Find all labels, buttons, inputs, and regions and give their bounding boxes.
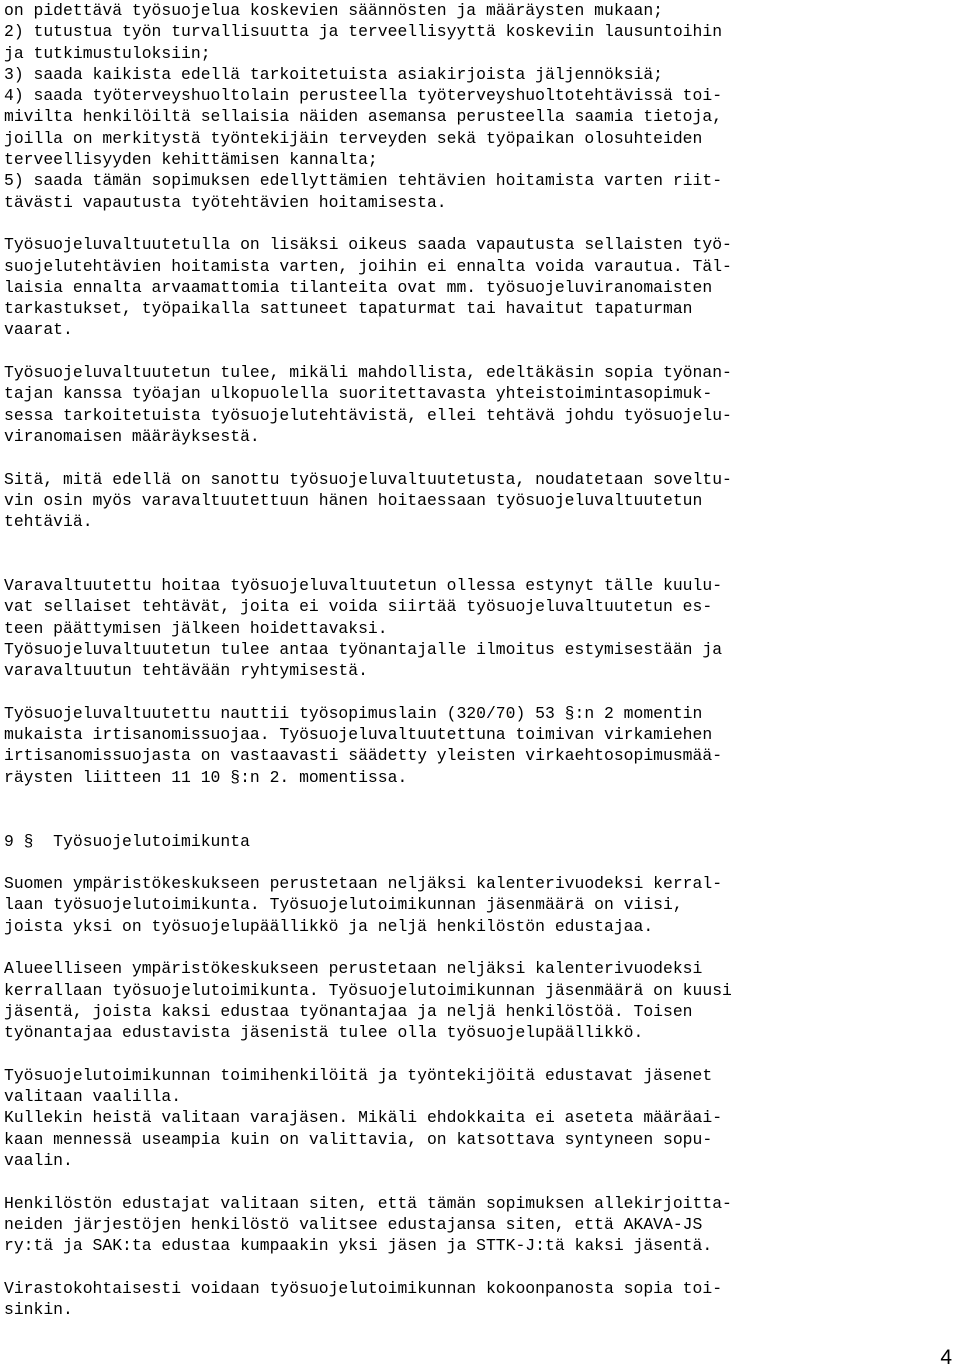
text-line: varavaltuutun tehtävään ryhtymisestä.: [4, 661, 368, 681]
paragraph-central-committee: [4, 873, 954, 937]
document-page: [4, 0, 954, 1320]
text-line: tarkastukset, työpaikalla sattuneet tapaturmat tai havaitut tapaturman: [4, 299, 693, 319]
paragraph-staff-representatives: [4, 1193, 954, 1257]
text-line: Työsuojelutoimikunnan toimihenkilöitä ja työntekijöitä edustavat jäsenet: [4, 1065, 713, 1085]
text-line: Sitä, mitä edellä on sanottu työsuojeluvaltuutetusta, noudatetaan soveltu-: [4, 469, 732, 489]
text-line: ry:tä ja SAK:ta edustaa kumpaakin yksi jäsen ja STTK-J:tä kaksi jäsentä.: [4, 1236, 713, 1256]
text-line: Työsuojeluvaltuutetun tulee antaa työnantajalle ilmoitus estymisestään ja: [4, 639, 723, 659]
text-line: räysten liitteen 11 10 §:n 2. momentissa.: [4, 767, 408, 787]
text-line: sessa tarkoitetuista työsuojelutehtävistä, ellei tehtävä johdu työsuojelu-: [4, 405, 732, 425]
paragraph-prior-agreement: [4, 362, 954, 447]
text-line: vaarat.: [4, 320, 73, 340]
section-heading: 9 § Työsuojelutoimikunta: [4, 831, 250, 851]
text-line: työnantajaa edustavista jäsenistä tulee olla työsuojelupäällikkö.: [4, 1023, 644, 1043]
text-line: neiden järjestöjen henkilöstö valitsee edustajansa siten, että AKAVA-JS: [4, 1214, 703, 1234]
text-line: Alueelliseen ympäristökeskukseen perustetaan neljäksi kalenterivuodeksi: [4, 959, 703, 979]
paragraph-deputy-duties: [4, 575, 954, 681]
text-line: teen päättymisen jälkeen hoidettavaksi.: [4, 618, 388, 638]
text-line: joista yksi on työsuojelupäällikkö ja neljä henkilöstön edustajaa.: [4, 916, 654, 936]
paragraph-gap: [4, 682, 954, 703]
paragraph-additional-leave: [4, 234, 954, 340]
text-line: tävästi vapautusta työtehtävien hoitamisesta.: [4, 192, 447, 212]
text-line: Työsuojeluvaltuutettu nauttii työsopimuslain (320/70) 53 §:n 2 momentin: [4, 703, 703, 723]
text-line: vaalin.: [4, 1151, 73, 1171]
paragraph-gap: [4, 341, 954, 362]
text-line: kaan mennessä useampia kuin on valittavia, on katsottava syntyneen sopu-: [4, 1129, 713, 1149]
text-line: Suomen ympäristökeskukseen perustetaan neljäksi kalenterivuodeksi kerral-: [4, 874, 723, 894]
text-line: joilla on merkitystä työntekijäin terveyden sekä työpaikan olosuhteiden: [4, 128, 703, 148]
paragraph-rights-list: [4, 0, 954, 213]
paragraph-gap: [4, 852, 954, 873]
text-line: Virastokohtaisesti voidaan työsuojelutoimikunnan kokoonpanosta sopia toi-: [4, 1278, 723, 1298]
paragraph-gap: [4, 447, 954, 468]
text-line: on pidettävä työsuojelua koskevien säännösten ja määräysten mukaan;: [4, 1, 664, 20]
text-line: vat sellaiset tehtävät, joita ei voida siirtää työsuojeluvaltuutetun es-: [4, 597, 713, 617]
text-line: valitaan vaalilla.: [4, 1087, 182, 1107]
text-line: Henkilöstön edustajat valitaan siten, että tämän sopimuksen allekirjoitta-: [4, 1193, 732, 1213]
text-line: laan työsuojelutoimikunta. Työsuojelutoimikunnan jäsenmäärä on viisi,: [4, 895, 683, 915]
text-line: irtisanomissuojasta on vastaavasti säädetty yleisten virkaehtosopimusmää-: [4, 746, 723, 766]
paragraph-gap: [4, 532, 954, 575]
paragraph-election: [4, 1065, 954, 1171]
text-line: mukaista irtisanomissuojaa. Työsuojeluvaltuutettuna toimivan virkamiehen: [4, 725, 713, 745]
paragraph-regional-committee: [4, 958, 954, 1043]
paragraph-gap: [4, 1044, 954, 1065]
text-line: ja tutkimustuloksiin;: [4, 43, 211, 63]
paragraph-gap: [4, 788, 954, 831]
text-line: 5) saada tämän sopimuksen edellyttämien tehtävien hoitamista varten riit-: [4, 171, 723, 191]
text-line: Työsuojeluvaltuutetulla on lisäksi oikeus saada vapautusta sellaisten työ-: [4, 235, 732, 255]
paragraph-gap: [4, 1171, 954, 1192]
text-line: Kullekin heistä valitaan varajäsen. Mikäli ehdokkaita ei aseteta määräai-: [4, 1108, 723, 1128]
text-line: laisia ennalta arvaamattomia tilanteita ovat mm. työsuojeluviranomaisten: [4, 277, 713, 297]
paragraph-office-specific: [4, 1278, 954, 1321]
paragraph-gap: [4, 937, 954, 958]
text-line: Varavaltuutettu hoitaa työsuojeluvaltuutetun ollessa estynyt tälle kuulu-: [4, 576, 723, 596]
paragraph-deputy-applies: [4, 469, 954, 533]
text-line: sinkin.: [4, 1300, 73, 1320]
text-line: vin osin myös varavaltuutettuun hänen hoitaessaan työsuojeluvaltuutetun: [4, 490, 703, 510]
paragraph-dismissal-protection: [4, 703, 954, 788]
text-line: Työsuojeluvaltuutetun tulee, mikäli mahdollista, edeltäkäsin sopia työnan-: [4, 363, 732, 383]
text-line: 4) saada työterveyshuoltolain perusteella työterveyshuoltotehtävissä toi-: [4, 86, 723, 106]
text-line: 2) tutustua työn turvallisuutta ja terveellisyyttä koskeviin lausuntoihin: [4, 22, 723, 42]
text-line: suojelutehtävien hoitamista varten, joihin ei ennalta voida varautua. Täl-: [4, 256, 732, 276]
text-line: tehtäviä.: [4, 512, 93, 532]
paragraph-gap: [4, 213, 954, 234]
text-line: terveellisyyden kehittämisen kannalta;: [4, 150, 378, 170]
text-line: 3) saada kaikista edellä tarkoitetuista asiakirjoista jäljennöksiä;: [4, 64, 664, 84]
text-line: kerrallaan työsuojelutoimikunta. Työsuojelutoimikunnan jäsenmäärä on kuusi: [4, 980, 732, 1000]
page-number: 4: [940, 1346, 952, 1369]
text-line: viranomaisen määräyksestä.: [4, 426, 260, 446]
text-line: jäsentä, joista kaksi edustaa työnantajaa ja neljä henkilöstöä. Toisen: [4, 1001, 693, 1021]
text-line: mivilta henkilöiltä sellaisia näiden asemansa perusteella saamia tietoja,: [4, 107, 723, 127]
paragraph-gap: [4, 1257, 954, 1278]
text-line: tajan kanssa työajan ulkopuolella suoritettavasta yhteistoimintasopimuk-: [4, 384, 713, 404]
